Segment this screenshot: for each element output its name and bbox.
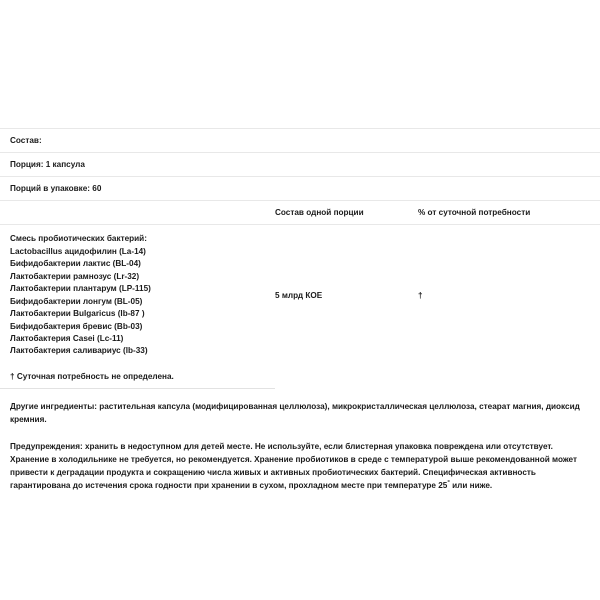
warnings-paragraph bbox=[10, 427, 592, 493]
warnings-text-main: Предупреждения: хранить в недоступном для детей месте. Не используйте, если блистерная упаковка повреждена или отсутствует. Хранение в холодильнике не требуется, но рекомендуется. Хранение пробиотиков в среде с температурой выше рекомендованной может привести к деградации продукта и сокращению числа живых и активных пробиотических бактерий. Специфическая активность гарантирована до истечения срока годности при хранении в сухом, прохладном месте при температуре 25 bbox=[10, 441, 578, 491]
list-item: Лактобактерии плантарум (LP-115) bbox=[10, 284, 151, 294]
composition-label: Состав: bbox=[0, 129, 275, 153]
servings-per-container-blank-c bbox=[418, 177, 600, 201]
list-item: Бифидобактерии лонгум (BL-05) bbox=[10, 296, 143, 306]
table-row-composition bbox=[0, 129, 600, 153]
serving-size-label: Порция: 1 капсула bbox=[0, 153, 275, 177]
list-item: Лактобактерия Casei (Lc-11) bbox=[10, 334, 124, 343]
footnote-blank-b bbox=[275, 365, 418, 389]
servings-per-container-label: Порций в упаковке: 60 bbox=[0, 177, 275, 201]
daily-value-footnote: † Суточная потребность не определена. bbox=[0, 365, 275, 389]
supplemental-text-block bbox=[0, 389, 600, 493]
serving-size-blank-c bbox=[418, 153, 600, 177]
column-header-blank bbox=[0, 201, 275, 225]
top-whitespace bbox=[0, 0, 600, 128]
list-item: Лактобактерии рамнозус (Lr-32) bbox=[10, 271, 140, 281]
column-header-amount-per-serving: Состав одной порции bbox=[275, 201, 418, 225]
column-header-daily-value: % от суточной потребности bbox=[418, 201, 600, 225]
serving-size-blank-b bbox=[275, 153, 418, 177]
warnings-text-tail: или ниже. bbox=[449, 481, 493, 491]
probiotic-blend-daily-value: † bbox=[418, 225, 600, 365]
table-row-footnote bbox=[0, 365, 600, 389]
probiotic-blend-amount: 5 млрд КОЕ bbox=[275, 225, 418, 365]
list-item: Lactobacillus ацидофилин (La-14) bbox=[10, 246, 146, 256]
list-item: Лактобактерии Bulgaricus (lb-87 ) bbox=[10, 309, 145, 319]
servings-per-container-blank-b bbox=[275, 177, 418, 201]
other-ingredients-paragraph: Другие ингредиенты: растительная капсула (модифицированная целлюлоза), микрокристаллическая целлюлоза, стеарат магния, диоксид кремния. bbox=[10, 402, 580, 425]
degree-symbol: ° bbox=[447, 479, 450, 487]
table-header-row bbox=[0, 201, 600, 225]
list-item: Бифидобактерии лактис (BL-04) bbox=[10, 259, 141, 269]
table-row-probiotic-blend bbox=[0, 225, 600, 365]
table-row-serving-size bbox=[0, 153, 600, 177]
footnote-blank-c bbox=[418, 365, 600, 389]
probiotic-strain-list bbox=[10, 233, 271, 358]
supplement-facts-table bbox=[0, 128, 600, 389]
probiotic-blend-cell bbox=[0, 225, 275, 365]
list-item: Лактобактерия саливариус (lb-33) bbox=[10, 346, 148, 356]
list-item: Бифидобактерия бревис (Bb-03) bbox=[10, 321, 143, 331]
probiotic-blend-heading: Смесь пробиотических бактерий: bbox=[10, 234, 147, 244]
table-row-servings-per-container bbox=[0, 177, 600, 201]
composition-blank-b bbox=[275, 129, 418, 153]
composition-blank-c bbox=[418, 129, 600, 153]
